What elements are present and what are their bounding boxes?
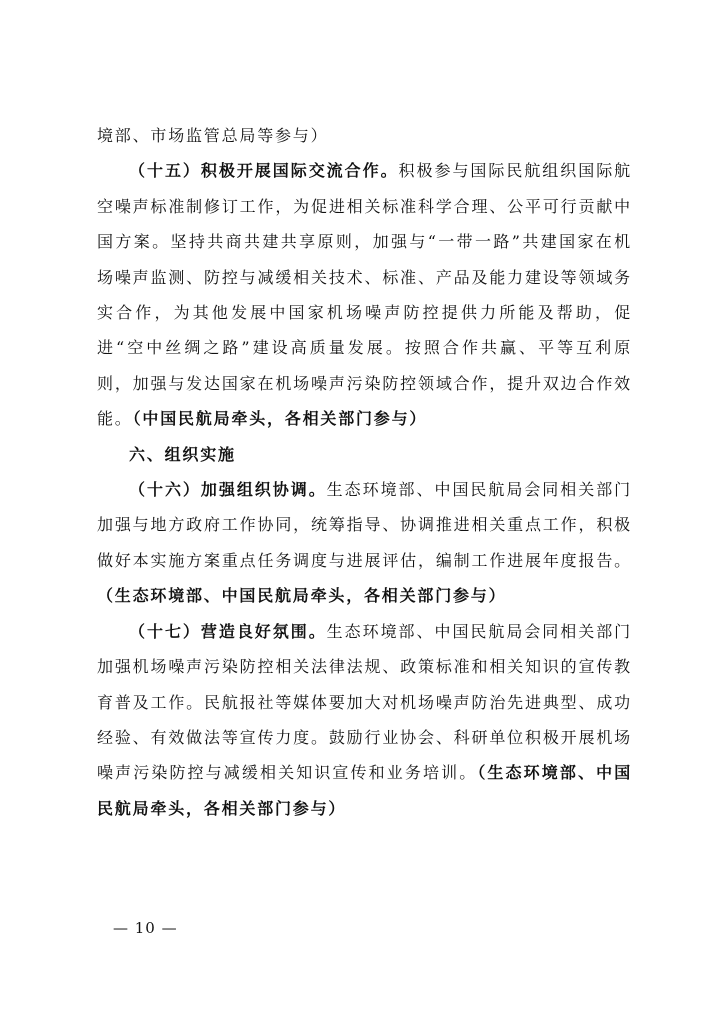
item-15-tail: （中国民航局牵头，各相关部门参与） <box>132 409 428 429</box>
item-16-tail: （生态环境部、中国民航局牵头，各相关部门参与） <box>97 586 507 606</box>
page-number: — 10 — <box>113 919 178 937</box>
item-17-tail: （生态环境部、中国民航局牵头，各相关部门参与） <box>97 763 632 818</box>
item-17-lead: （十七）营造良好氛围。 <box>129 621 327 641</box>
item-15-text: 积极参与国际民航组织国际航空噪声标准制修订工作，为促进相关标准科学合理、公平可行贡献中国方案。坚持共商共建共享原则，加强与“一带一路”共建国家在机场噪声监测、防控与减缓相关技术、标准、产品及能力建设等领域务实合作，为其他发展中国家机场噪声防控提供力所能及帮助，促进“空中丝绸之路”建设高质量发展。按照合作共赢、平等互利原则，加强与发达国家在机场噪声污染防控领域合作，提升双边合作效能。 <box>97 161 632 429</box>
section-heading-six: 六、组织实施 <box>129 444 236 464</box>
item-16-text: 生态环境部、中国民航局会同相关部门加强与地方政府工作协同，统筹指导、协调推进相关重点工作，积极做好本实施方案重点任务调度与进展评估，编制工作进展年度报告。 <box>97 480 632 570</box>
paragraph-text: 境部、市场监管总局等参与） <box>97 126 329 145</box>
paragraph-item-17 <box>97 614 632 826</box>
item-16-lead: （十六）加强组织协调。 <box>129 480 327 500</box>
paragraph-item-16 <box>97 472 632 614</box>
item-17-text: 生态环境部、中国民航局会同相关部门加强机场噪声污染防控相关法律法规、政策标准和相关知识的宣传教育普及工作。民航报社等媒体要加大对机场噪声防治先进典型、成功经验、有效做法等宣传力度。鼓励行业协会、科研单位积极开展机场噪声污染防控与减缓相关知识宣传和业务培训。 <box>97 621 632 783</box>
paragraph-continuation <box>97 118 632 153</box>
paragraph-item-15 <box>97 153 632 436</box>
item-15-lead: （十五）积极开展国际交流合作。 <box>129 161 399 181</box>
document-body <box>97 118 632 826</box>
